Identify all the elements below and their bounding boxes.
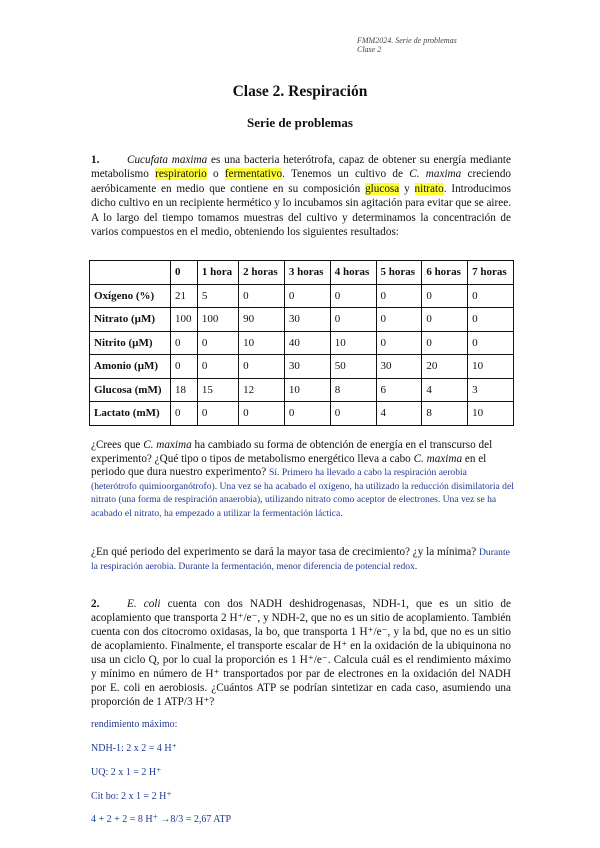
table-cell: 0 <box>239 284 285 308</box>
row-label: Nitrito (µM) <box>90 331 171 355</box>
table-row <box>90 402 514 426</box>
table-cell: 30 <box>284 308 330 332</box>
table-header-row <box>90 261 514 285</box>
table-cell: 0 <box>197 355 238 379</box>
table-cell: 15 <box>197 378 238 402</box>
table-cell: 12 <box>239 378 285 402</box>
table-cell: 0 <box>468 284 514 308</box>
table-header-cell: 2 horas <box>239 261 285 285</box>
header-line-2: Clase 2 <box>357 45 382 54</box>
answer-1: Sí. Primero ha llevado a cabo la respiración aerobia (heterótrofo quimioorganótrofo). Una vez se ha acabado el oxígeno, ha utilizado la reducción disimilatoria del nitrato (una forma de respiración anaerobia), utilizando nitrato como aceptor de electrones. Una vez se ha acabado el nitrato, ha empezado a utilizar la fermentación láctica. <box>91 467 514 519</box>
calc-line-2: UQ: 2 x 1 = 2 H⁺ <box>91 767 162 778</box>
row-label: Amonio (µM) <box>90 355 171 379</box>
table-cell: 18 <box>171 378 198 402</box>
table-header-cell: 3 horas <box>284 261 330 285</box>
table-cell: 0 <box>171 402 198 426</box>
table-cell: 0 <box>422 284 468 308</box>
table-row <box>90 284 514 308</box>
table-cell: 0 <box>330 308 376 332</box>
table-row <box>90 355 514 379</box>
table-cell: 0 <box>284 284 330 308</box>
table-cell: 10 <box>330 331 376 355</box>
row-label: Glucosa (mM) <box>90 378 171 402</box>
table-cell: 10 <box>239 331 285 355</box>
problem-1-statement: 1. Cucufata maxima es una bacteria heterótrofa, capaz de obtener su energía mediante metabolismo respiratorio o fermentativo. Tenemos un cultivo de C. maxima creciendo aeróbicamente en medio que contiene en su composición glucosa y nitrato. Introducimos dicho cultivo en un recipiente hermético y lo incubamos sin agitación para evitar que se airee. A lo largo del tiempo tomamos muestras del cultivo y determinamos la concentración de varios compuestos en el medio, obteniendo los siguientes resultados: <box>91 154 512 239</box>
table-cell: 0 <box>171 331 198 355</box>
row-label: Oxígeno (%) <box>90 284 171 308</box>
problem-1-number: 1. <box>91 154 100 166</box>
table-header-cell: 1 hora <box>197 261 238 285</box>
table-header-cell: 6 horas <box>422 261 468 285</box>
table-cell: 6 <box>376 378 422 402</box>
table-cell: 0 <box>330 284 376 308</box>
header-line-1: FMM2024. Serie de problemas <box>357 36 457 45</box>
table-cell: 100 <box>171 308 198 332</box>
table-cell: 0 <box>197 331 238 355</box>
question-2: ¿En qué periodo del experimento se dará la mayor tasa de crecimiento? ¿y la mínima? Durante la respiración aerobia. Durante la fermentación, menor diferencia de potencial redox. <box>91 546 510 572</box>
table-cell: 0 <box>468 308 514 332</box>
table-header-cell: 5 horas <box>376 261 422 285</box>
table-row <box>90 331 514 355</box>
calc-label: rendimiento máximo: <box>91 719 178 730</box>
table-cell: 50 <box>330 355 376 379</box>
table-cell: 4 <box>422 378 468 402</box>
question-1: ¿Crees que C. maxima ha cambiado su forma de obtención de energía en el transcurso del experimento? ¿Qué tipo o tipos de metabolismo energético lleva a cabo C. maxima en el periodo que dura nuestro experimento? Sí. Primero ha llevado a cabo la respiración aerobia (heterótrofo quimioorganótrofo). Una vez se ha acabado el oxígeno, ha utilizado la reducción disimilatoria del nitrato (una forma de respiración anaerobia), utilizando nitrato como aceptor de electrones. Una vez se ha acabado el nitrato, ha empezado a utilizar la fermentación láctica. <box>91 439 514 519</box>
organism-name: Cucufata maxima <box>127 154 208 166</box>
page-subtitle: Serie de problemas <box>247 115 353 130</box>
problem-2-number: 2. <box>91 598 100 610</box>
table-cell: 8 <box>422 402 468 426</box>
table-cell: 0 <box>422 308 468 332</box>
table-cell: 90 <box>239 308 285 332</box>
results-table <box>89 260 514 426</box>
table-cell: 0 <box>239 355 285 379</box>
table-cell: 0 <box>376 284 422 308</box>
table-cell: 0 <box>239 402 285 426</box>
calc-line-1: NDH-1: 2 x 2 = 4 H⁺ <box>91 743 177 754</box>
table-header-cell: 4 horas <box>330 261 376 285</box>
table-cell: 30 <box>376 355 422 379</box>
document-header <box>357 36 537 54</box>
answer-2: Durante la respiración aerobia. Durante la fermentación, menor diferencia de potencial redox. <box>91 547 510 572</box>
table-cell: 5 <box>197 284 238 308</box>
table-cell: 0 <box>468 331 514 355</box>
table-header-cell: 0 <box>171 261 198 285</box>
highlight-nitrato: nitrato <box>414 182 444 195</box>
row-label: Lactato (mM) <box>90 402 171 426</box>
table-header-cell <box>90 261 171 285</box>
table-cell: 10 <box>468 402 514 426</box>
page-title: Clase 2. Respiración <box>232 83 368 100</box>
table-cell: 10 <box>284 378 330 402</box>
table-cell: 0 <box>330 402 376 426</box>
problem-2-statement: 2. E. coli cuenta con dos NADH deshidrogenasas, NDH-1, que es un sitio de acoplamiento que transporta 2 H⁺/e⁻, y NDH-2, que no es un sitio de acoplamiento. También cuenta con dos citocromo oxidasas, la bo, que transporta 1 H⁺/e⁻, y la bd, que no es un sitio de acoplamiento. Finalmente, el transporte escalar de H⁺ en la oxidación de la ubiquinona no usa un ciclo Q, por lo cual la proporción es 1 H⁺/e⁻. Calcula cuál es el rendimiento máximo y mínimo en número de H⁺ transportados por par de electrones en la oxidación del NADH por E. coli en aerobiosis. ¿Cuántos ATP se podrían sintetizar en cada caso, asumiendo una proporción de 1 ATP/3 H⁺? <box>91 598 511 708</box>
table-cell: 0 <box>376 308 422 332</box>
table-cell: 30 <box>284 355 330 379</box>
row-label: Nitrato (µM) <box>90 308 171 332</box>
table-cell: 4 <box>376 402 422 426</box>
table-cell: 100 <box>197 308 238 332</box>
table-cell: 40 <box>284 331 330 355</box>
highlight-glucosa: glucosa <box>365 182 400 195</box>
table-cell: 0 <box>197 402 238 426</box>
highlight-respiratorio: respiratorio <box>155 168 207 181</box>
table-header-cell: 7 horas <box>468 261 514 285</box>
highlight-fermentativo: fermentativo <box>224 168 283 181</box>
table-cell: 20 <box>422 355 468 379</box>
table-cell: 0 <box>171 355 198 379</box>
table-row <box>90 308 514 332</box>
table-cell: 3 <box>468 378 514 402</box>
table-row <box>90 378 514 402</box>
table-cell: 8 <box>330 378 376 402</box>
table-cell: 0 <box>284 402 330 426</box>
table-cell: 21 <box>171 284 198 308</box>
calc-line-3: Cit bo: 2 x 1 = 2 H⁺ <box>91 791 172 802</box>
table-cell: 10 <box>468 355 514 379</box>
table-cell: 0 <box>422 331 468 355</box>
table-cell: 0 <box>376 331 422 355</box>
calc-line-4: 4 + 2 + 2 = 8 H⁺ →8/3 = 2,67 ATP <box>91 814 232 825</box>
